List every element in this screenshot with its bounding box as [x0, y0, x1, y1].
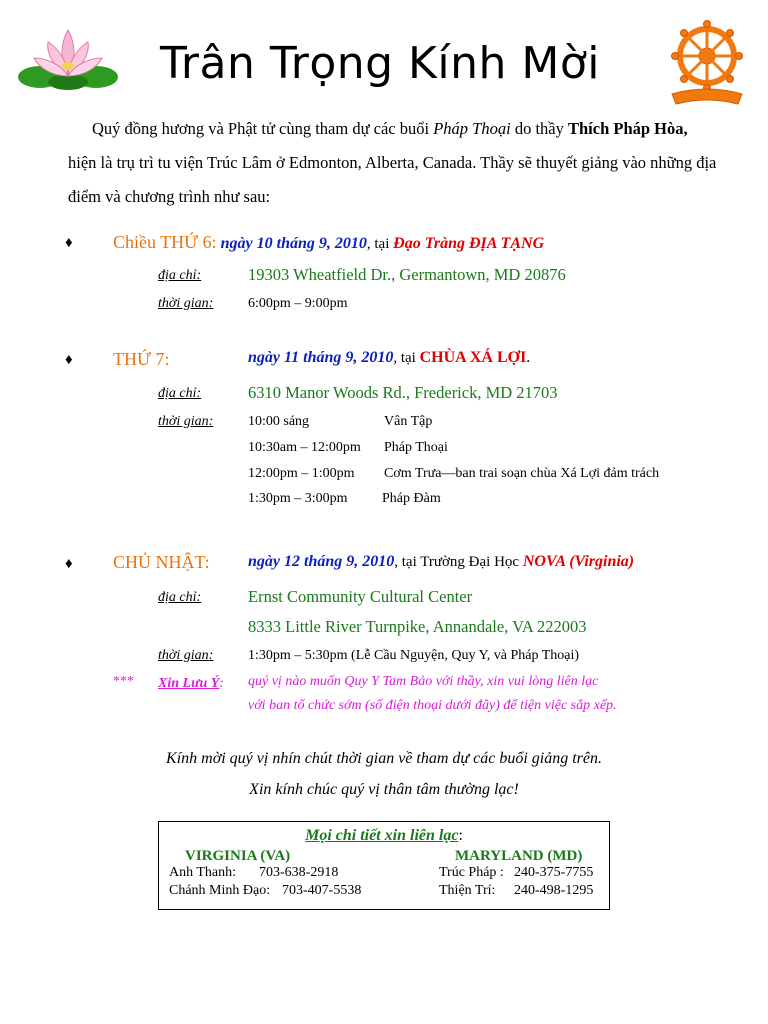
contact-md-heading: MARYLAND (MD) [455, 848, 583, 864]
schedule-activity: Pháp Đàm [382, 491, 441, 506]
closing-line: Xin kính chúc quý vị thân tâm thường lạc! [249, 781, 519, 798]
event-address: 6310 Manor Woods Rd., Frederick, MD 21703 [248, 383, 558, 402]
schedule-time: 10:00 sáng [248, 414, 310, 429]
event-venue: Đạo Tràng ĐỊA TẠNG [393, 235, 545, 252]
event-2-header: ngày 11 tháng 9, 2010, tại CHÙA XÁ LỢI. [248, 349, 531, 366]
event-time: 1:30pm – 5:30pm (Lễ Cầu Nguyện, Quy Y, và Pháp Thoại) [248, 648, 580, 663]
contact-phone: 240-375-7755 [514, 865, 594, 880]
contact-name: Trúc Pháp : [439, 865, 504, 880]
contact-box [158, 821, 610, 910]
schedule-time: 10:30am – 12:00pm [248, 440, 361, 455]
schedule-time: 1:30pm – 3:00pm [248, 491, 348, 506]
address-label: địa chỉ: [158, 268, 202, 283]
schedule-activity: Pháp Thoại [384, 440, 448, 455]
event-date: ngày 11 tháng 9, 2010 [248, 349, 394, 366]
contact-phone: 703-407-5538 [282, 883, 362, 898]
schedule-time: 12:00pm – 1:00pm [248, 466, 355, 481]
schedule-activity: Vân Tập [384, 414, 433, 429]
bullet: ♦ [65, 556, 73, 572]
event-3-header: ngày 12 tháng 9, 2010, tại Trường Đại Học NOVA (Virginia) [248, 553, 635, 570]
page-title: Trân Trọng Kính Mời [160, 38, 601, 89]
event-day: Chiều THỨ 6: [113, 232, 217, 252]
event-venue: NOVA (Virginia) [522, 553, 635, 570]
note-stars: *** [113, 674, 134, 689]
contact-name: Chánh Minh Đạo: [169, 883, 271, 898]
event-day: THỨ 7: [113, 349, 170, 369]
event-address: 19303 Wheatfield Dr., Germantown, MD 20876 [248, 265, 566, 284]
event-day: CHỦ NHẬT: [113, 552, 210, 572]
event-1-header: Chiều THỨ 6: ngày 10 tháng 9, 2010, tại Đạo Tràng ĐỊA TẠNG [113, 232, 545, 252]
contact-name: Anh Thanh: [169, 865, 237, 880]
contact-phone: 240-498-1295 [514, 883, 594, 898]
event-date: ngày 10 tháng 9, 2010 [220, 235, 367, 252]
contact-va-heading: VIRGINIA (VA) [185, 848, 291, 864]
note-label: Xin Lưu Ý: [158, 676, 224, 691]
time-label: thời gian: [158, 414, 214, 429]
event-date: ngày 12 tháng 9, 2010 [248, 553, 395, 570]
contact-title: Mọi chi tiết xin liên lạc: [305, 827, 463, 844]
event-address: Ernst Community Cultural Center [248, 587, 473, 606]
time-label: thời gian: [158, 648, 214, 663]
event-venue: CHÙA XÁ LỢI [419, 349, 527, 366]
bullet: ♦ [65, 235, 73, 251]
intro-paragraph: Quý đồng hương và Phật tử cùng tham dự các buổi Pháp Thoại do thầy Thích Pháp Hòa, hiện là trụ trì tu viện Trúc Lâm ở Edmonton, Alberta, Canada. Thầy sẽ thuyết giảng vào những địa điểm và chương trình như sau: [68, 119, 717, 206]
address-label: địa chỉ: [158, 590, 202, 605]
bullet: ♦ [65, 352, 73, 368]
contact-name: Thiện Trí: [439, 883, 496, 898]
address-label: địa chỉ: [158, 386, 202, 401]
dharma-wheel-icon [668, 18, 746, 108]
time-label: thời gian: [158, 296, 214, 311]
closing-line: Kính mời quý vị nhín chút thời gian về tham dự các buổi giảng trên. [166, 750, 602, 767]
note-line: với ban tổ chức sớm (số điện thoại dưới đây) để tiện việc sắp xếp. [248, 698, 617, 713]
note-line: quý vị nào muốn Quy Y Tam Bảo với thầy, xin vui lòng liên lạc [248, 674, 599, 689]
contact-phone: 703-638-2918 [259, 865, 339, 880]
schedule-activity: Cơm Trưa—ban trai soạn chùa Xá Lợi đảm trách [384, 466, 660, 481]
event-time: 6:00pm – 9:00pm [248, 296, 348, 311]
event-address: 8333 Little River Turnpike, Annandale, VA 222003 [248, 617, 587, 636]
lotus-icon [18, 22, 118, 94]
